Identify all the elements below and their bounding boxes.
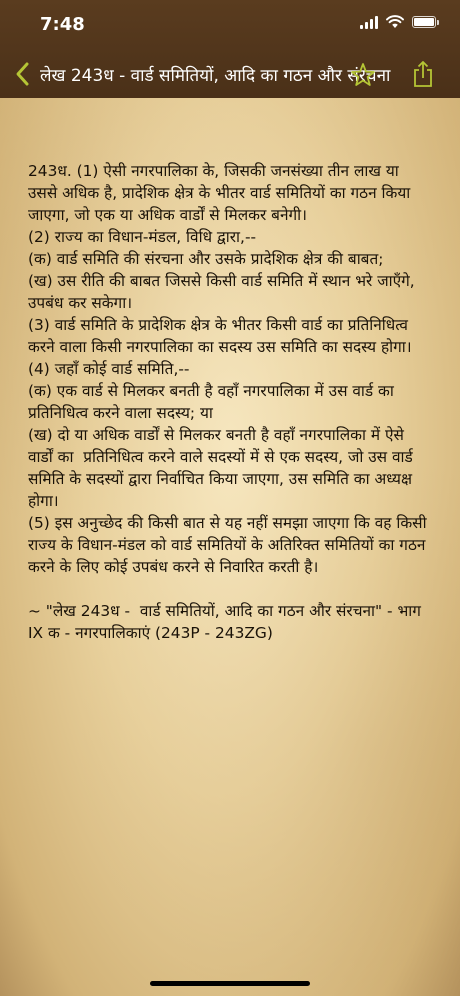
battery-icon [412,16,436,28]
article-body: 243ध. (1) ऐसी नगरपालिका के, जिसकी जनसंख्या तीन लाख या उससे अधिक है, प्रादेशिक क्षेत्र के भीतर वार्ड समितियों का गठन किया जाएगा, जो एक या अधिक वार्डों से मिलकर बनेगी। (2) राज्य का विधान-मंडल, विधि द्वारा,-- (क) वार्ड समिति की संरचना और उसके प्रादेशिक क्षेत्र की बाबत; (ख) उस रीति की बाबत जिससे किसी वार्ड समिति में स्थान भरे जाएँगे, उपबंध कर सकेगा। (3) वार्ड समिति के प्रादेशिक क्षेत्र के भीतर किसी वार्ड का प्रतिनिधित्व करने वाला किसी नगरपालिका का सदस्य उस समिति का सदस्य होगा। (4) जहाँ कोई वार्ड समिति,-- (क) एक वार्ड से मिलकर बनती है वहाँ नगरपालिका में उस वार्ड का प्रतिनिधित्व करने वाला सदस्य; या (ख) दो या अधिक वार्डों से मिलकर बनती है वहाँ नगरपालिका में ऐसे वार्डों का प्रतिनिधित्व करने वाले सदस्यों में से एक सदस्य, जो उस वार्ड समिति के सदस्यों द्वारा निर्वाचित किया जाएगा, उस समिति का अध्यक्ष होगा। (5) इस अनुच्छेद की किसी बात से यह नहीं समझा जाएगा कि वह किसी राज्य के विधान-मंडल को वार्ड समितियों के अतिरिक्त समितियों का गठन करने के लिए कोई उपबंध करने से निवारित करती है। [28,162,427,576]
favorite-button[interactable] [348,60,378,90]
status-bar [0,0,460,50]
header [0,0,460,98]
back-button[interactable] [10,60,34,88]
chevron-left-icon [15,62,29,86]
status-icons [360,15,436,29]
share-icon [412,60,434,88]
home-indicator[interactable] [150,981,310,986]
cellular-signal-icon [360,15,378,29]
star-outline-icon [350,62,376,88]
share-button[interactable] [408,58,438,90]
article-content [28,160,428,644]
article-spacer [28,578,428,600]
wifi-icon [386,15,404,29]
page-title: लेख 243ध - वार्ड समितियों, आदि का गठन और संरचना [40,66,391,86]
navigation-bar [0,50,460,98]
article-citation: ~ "लेख 243ध - वार्ड समितियों, आदि का गठन और संरचना" - भाग IX क - नगरपालिकाएं (243P - 243ZG) [28,602,426,642]
status-time: 7:48 [40,14,85,35]
